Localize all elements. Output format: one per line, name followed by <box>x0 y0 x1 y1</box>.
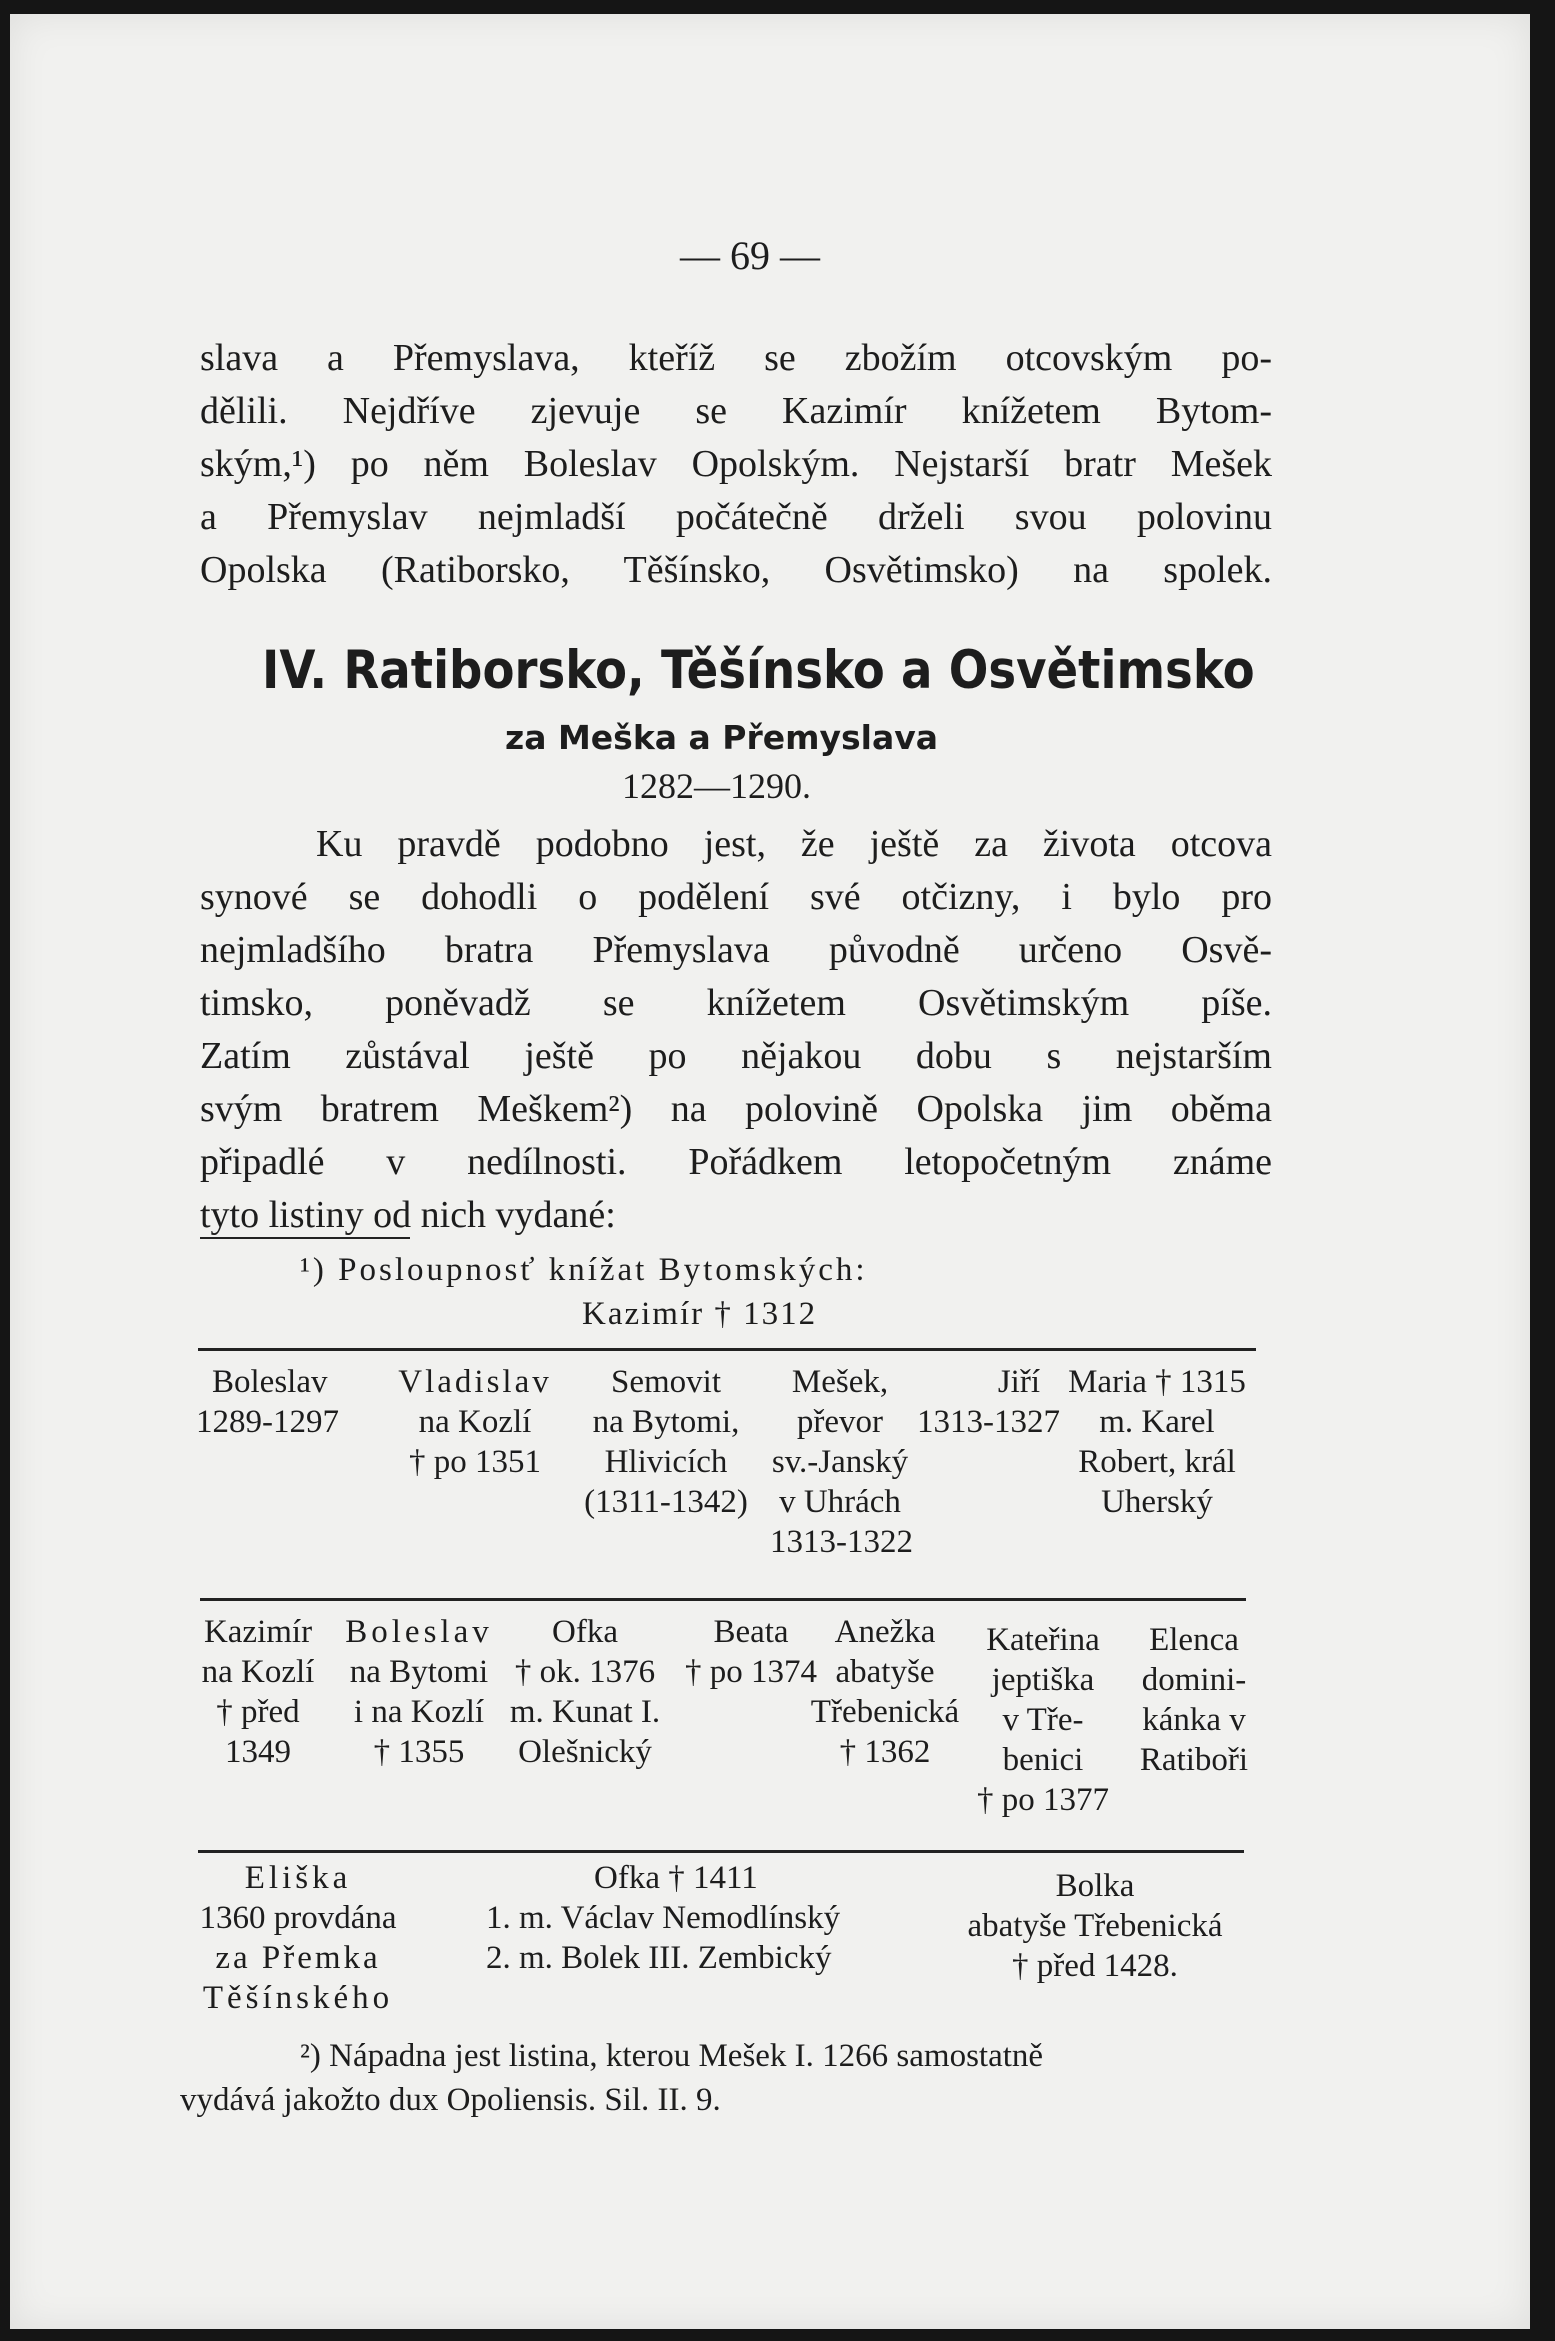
text-line: svým bratrem Meškem²) na polovině Opolska jim oběma <box>200 1088 1272 1130</box>
person-line: Eliška <box>244 1860 352 1896</box>
person-line: 1313-1327 <box>917 1404 1060 1440</box>
person-line: Kazimír <box>203 1614 313 1650</box>
person-line: † po 1351 <box>409 1444 541 1480</box>
text-line: Zatím zůstával ještě po nějakou dobu s nejstarším <box>200 1035 1272 1077</box>
person-line: na Bytomi <box>349 1654 489 1690</box>
genealogy-rule-2 <box>200 1598 1246 1601</box>
text-line: Ku pravdě podobno jest, že ještě za života otcova <box>316 823 1272 865</box>
genealogy-person <box>500 1612 670 1772</box>
person-line: na Kozlí <box>201 1654 315 1690</box>
person-line: Bolka <box>1055 1868 1135 1904</box>
genealogy-person <box>486 1858 840 1978</box>
footnote-separator <box>200 1237 410 1239</box>
text-line: Opolska (Ratiborsko, Těšínsko, Osvětimsko) na spolek. <box>200 549 1272 591</box>
person-line: † po 1377 <box>977 1782 1109 1818</box>
person-line: Uherský <box>1101 1484 1213 1520</box>
footnote-1-heading: ¹) Posloupnosť knížat Bytomských: <box>300 1252 868 1288</box>
text-line: tyto listiny od nich vydané: <box>200 1194 616 1236</box>
text-line: timsko, poněvadž se knížetem Osvětimským píše. <box>200 982 1272 1024</box>
text-line: ²) Nápadna jest listina, kterou Mešek I. 1266 samostatně <box>300 2038 1044 2074</box>
genealogy-person <box>188 1612 328 1772</box>
person-line: kánka v <box>1142 1702 1246 1738</box>
person-line: Semovit <box>610 1364 721 1400</box>
text-line: slava a Přemyslava, kteříž se zbožím otcovským po- <box>200 337 1272 379</box>
person-line: Vladislav <box>398 1364 552 1400</box>
genealogy-rule-3 <box>198 1850 1244 1853</box>
person-line: na Kozlí <box>418 1404 532 1440</box>
genealogy-person <box>196 1362 339 1442</box>
person-line: Třebenická <box>810 1694 960 1730</box>
person-line: Těšínského <box>202 1980 394 2016</box>
genealogy-person <box>1124 1620 1264 1780</box>
person-line: Elenca <box>1149 1622 1239 1658</box>
person-line: Ofka <box>552 1614 618 1650</box>
genealogy-person <box>770 1362 913 1562</box>
person-line: abatyše <box>835 1654 935 1690</box>
genealogy-rule-1 <box>198 1348 1256 1351</box>
person-line: 1. m. Václav Nemodlínský <box>486 1900 841 1936</box>
person-line: na Bytomi, <box>592 1404 740 1440</box>
person-line: i na Kozlí <box>353 1694 485 1730</box>
person-line: v Tře- <box>1002 1702 1084 1738</box>
genealogy-person <box>968 1620 1118 1820</box>
genealogy-person <box>800 1612 970 1772</box>
genealogy-person <box>380 1362 570 1482</box>
person-line: 1349 <box>225 1734 291 1770</box>
person-line: † 1362 <box>839 1734 931 1770</box>
person-line: domini- <box>1141 1662 1247 1698</box>
genealogy-root: Kazimír † 1312 <box>582 1296 818 1332</box>
person-line: sv.-Janský <box>771 1444 909 1480</box>
person-line: za Přemka <box>215 1940 381 1976</box>
genealogy-person <box>930 1866 1260 1986</box>
person-line: Beata <box>713 1614 789 1650</box>
person-line: Olešnický <box>518 1734 652 1770</box>
chapter-years: 1282—1290. <box>622 766 811 806</box>
chapter-title: IV. Ratiborsko, Těšínsko a Osvětimsko <box>262 640 1255 701</box>
person-line: 2. m. Bolek III. Zembický <box>486 1940 832 1976</box>
chapter-subtitle: za Meška a Přemyslava <box>505 718 939 757</box>
person-line: 1313-1322 <box>770 1524 913 1560</box>
person-line: Hlivicích <box>604 1444 728 1480</box>
person-line: Ofka † 1411 <box>594 1860 758 1896</box>
person-line: 1360 provdána <box>199 1900 397 1936</box>
text-line: nejmladšího bratra Přemyslava původně určeno Osvě- <box>200 929 1272 971</box>
person-line: v Uhrách <box>779 1484 901 1520</box>
person-line: † po 1374 <box>685 1654 817 1690</box>
genealogy-person <box>334 1612 504 1772</box>
person-line: † ok. 1376 <box>514 1654 656 1690</box>
person-line: benici <box>1002 1742 1084 1778</box>
person-line: Kateřina <box>986 1622 1100 1658</box>
text-line: synové se dohodli o podělení své otčizny, i bylo pro <box>200 876 1272 918</box>
text-line: a Přemyslav nejmladší počátečně drželi svou polovinu <box>200 496 1272 538</box>
genealogy-person <box>1052 1362 1262 1522</box>
text-line: připadlé v nedílnosti. Pořádkem letopočetným známe <box>200 1141 1272 1183</box>
person-line: † 1355 <box>373 1734 465 1770</box>
person-line: Boleslav <box>212 1364 328 1400</box>
person-line: Robert, král <box>1078 1444 1236 1480</box>
person-line: 1289-1297 <box>196 1404 339 1440</box>
genealogy-person <box>178 1858 418 2018</box>
person-line: † před <box>216 1694 300 1730</box>
genealogy-person <box>900 1362 1060 1442</box>
person-line: (1311-1342) <box>584 1484 748 1520</box>
person-line: m. Kunat I. <box>509 1694 661 1730</box>
person-line: Mešek, <box>791 1364 889 1400</box>
person-line: Maria † 1315 <box>1068 1364 1246 1400</box>
person-line: abatyše Třebenická <box>967 1908 1223 1944</box>
person-line: Ratiboři <box>1139 1742 1249 1778</box>
person-line: Boleslav <box>345 1614 493 1650</box>
person-line: Jiří <box>997 1364 1040 1400</box>
person-line: Anežka <box>834 1614 936 1650</box>
page-number: — 69 — <box>680 233 820 278</box>
person-line: † před 1428. <box>1012 1948 1178 1984</box>
person-line: m. Karel <box>1099 1404 1215 1440</box>
text-line: ským,¹) po něm Boleslav Opolským. Nejstarší bratr Mešek <box>200 443 1272 485</box>
person-line: jeptiška <box>991 1662 1095 1698</box>
genealogy-person <box>566 1362 766 1522</box>
text-line: dělili. Nejdříve zjevuje se Kazimír knížetem Bytom- <box>200 390 1272 432</box>
person-line: převor <box>796 1404 884 1440</box>
text-line: vydává jakožto dux Opoliensis. Sil. II. 9. <box>180 2082 721 2118</box>
